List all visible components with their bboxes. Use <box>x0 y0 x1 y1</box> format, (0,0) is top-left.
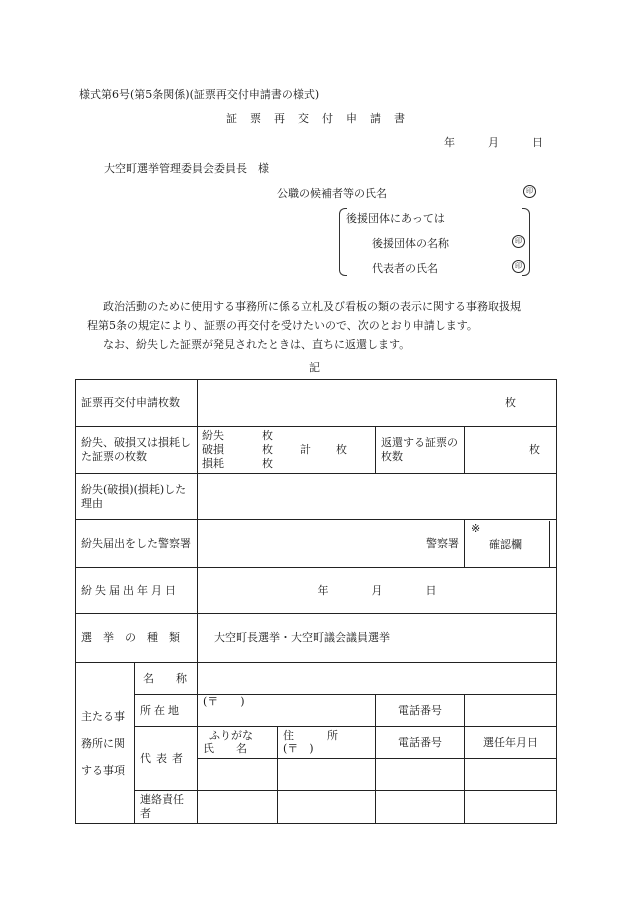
total-unit: 枚 <box>336 443 347 456</box>
lost-unit: 枚 <box>262 429 273 442</box>
contact-date-field[interactable] <box>465 791 557 824</box>
location-label: 所在地 <box>135 695 198 727</box>
damaged-unit: 枚 <box>262 443 273 456</box>
address-label: 住 所 <box>283 728 338 742</box>
body-para1-line1: 政治活動のために使用する事務所に係る立札及び看板の類の表示に関する事務取扱規 <box>103 300 521 313</box>
shimei-label: 氏 名 <box>203 741 247 755</box>
postal-short: (〒 ) <box>283 741 314 755</box>
phone-label: 電話番号 <box>376 695 465 727</box>
police-label: 紛失届出をした警察署 <box>76 520 198 568</box>
rep-phone-field[interactable] <box>376 759 465 791</box>
police-field[interactable] <box>198 520 465 568</box>
ki-mark: 記 <box>309 361 320 374</box>
group-name-label: 後援団体の名称 <box>372 237 449 250</box>
rep-name-field[interactable] <box>198 759 278 791</box>
lost-count-label: 紛失、破損又は損耗した証票の枚数 <box>76 427 198 474</box>
damaged-label: 破損 <box>202 443 224 456</box>
candidate-name-label: 公職の候補者等の氏名 <box>277 187 387 200</box>
report-day: 日 <box>425 583 437 597</box>
worn-unit: 枚 <box>262 457 273 470</box>
table-row <box>76 568 557 614</box>
report-month: 月 <box>371 583 383 597</box>
report-date-field[interactable] <box>198 568 557 614</box>
worn-label: 損耗 <box>202 457 224 470</box>
lost-label: 紛失 <box>202 429 224 442</box>
contact-name-field[interactable] <box>198 791 278 824</box>
seal-icon: 印 <box>512 235 525 248</box>
confirm-field[interactable] <box>550 521 556 567</box>
contact-phone-field[interactable] <box>376 791 465 824</box>
group-note: 後援団体にあっては <box>346 212 445 225</box>
furigana-label: ふりがな <box>209 728 253 742</box>
return-count-label: 返還する証票の枚数 <box>376 427 465 474</box>
election-type-value: 大空町長選挙・大空町議会議員選挙 <box>198 614 557 663</box>
representative-name-label: 代表者の氏名 <box>372 262 438 275</box>
report-year: 年 <box>317 583 329 597</box>
return-count-field[interactable] <box>465 427 557 474</box>
representative-label: 代表者 <box>135 727 198 791</box>
table-row <box>76 663 557 695</box>
rep-address-field[interactable] <box>278 759 376 791</box>
confirm-label: 確認欄 <box>489 537 522 551</box>
reissue-count-field[interactable] <box>198 380 557 427</box>
table-row <box>76 695 557 727</box>
reason-field[interactable] <box>198 474 557 520</box>
police-suffix: 警察署 <box>426 536 459 550</box>
reason-label: 紛失(破損)(損耗)した理由 <box>76 474 198 520</box>
location-field[interactable] <box>198 695 376 727</box>
application-table <box>75 379 557 824</box>
body-para1-line2: 程第5条の規定により、証票の再交付を受けたいので、次のとおり申請します。 <box>87 319 478 332</box>
rep-name-header <box>198 727 278 759</box>
office-section-label: 主たる事務所に関する事項 <box>76 663 135 824</box>
appointment-date-field[interactable] <box>465 759 557 791</box>
return-sheets-unit: 枚 <box>529 443 540 456</box>
page-title: 証 票 再 交 付 申 請 書 <box>226 112 406 125</box>
rep-address-header <box>278 727 376 759</box>
lost-count-field[interactable] <box>198 427 376 474</box>
postal-mark: (〒 ) <box>203 695 245 708</box>
note-mark: ※ <box>471 521 481 535</box>
sheets-unit: 枚 <box>505 396 516 409</box>
total-label: 計 <box>300 443 311 456</box>
election-type-label: 選 挙 の 種 類 <box>76 614 198 663</box>
seal-icon: 印 <box>512 260 525 273</box>
table-row <box>76 520 557 568</box>
reissue-count-label: 証票再交付申請枚数 <box>76 380 198 427</box>
table-row <box>76 380 557 427</box>
name-label: 名 称 <box>135 663 198 695</box>
body-para2: なお、紛失した証票が発見されたときは、直ちに返還します。 <box>103 338 411 351</box>
rep-phone-label: 電話番号 <box>376 727 465 759</box>
report-date-label: 紛失届出年月日 <box>76 568 198 614</box>
date-year: 年 <box>444 136 455 149</box>
table-row <box>76 474 557 520</box>
date-line <box>444 134 543 150</box>
table-row <box>76 427 557 474</box>
seal-icon: 印 <box>523 185 536 198</box>
contact-address-field[interactable] <box>278 791 376 824</box>
contact-label: 連絡責任者 <box>135 791 198 824</box>
date-day: 日 <box>532 136 543 149</box>
date-month: 月 <box>488 136 499 149</box>
phone-field[interactable] <box>465 695 557 727</box>
table-row <box>76 727 557 759</box>
table-row <box>76 614 557 663</box>
appointment-date-label: 選任年月日 <box>465 727 557 759</box>
addressee: 大空町選挙管理委員会委員長 様 <box>104 162 269 175</box>
table-row <box>76 791 557 824</box>
confirm-cell <box>465 520 557 568</box>
form-label: 様式第6号(第5条関係)(証票再交付申請書の様式) <box>79 88 320 101</box>
office-name-field[interactable] <box>198 663 557 695</box>
